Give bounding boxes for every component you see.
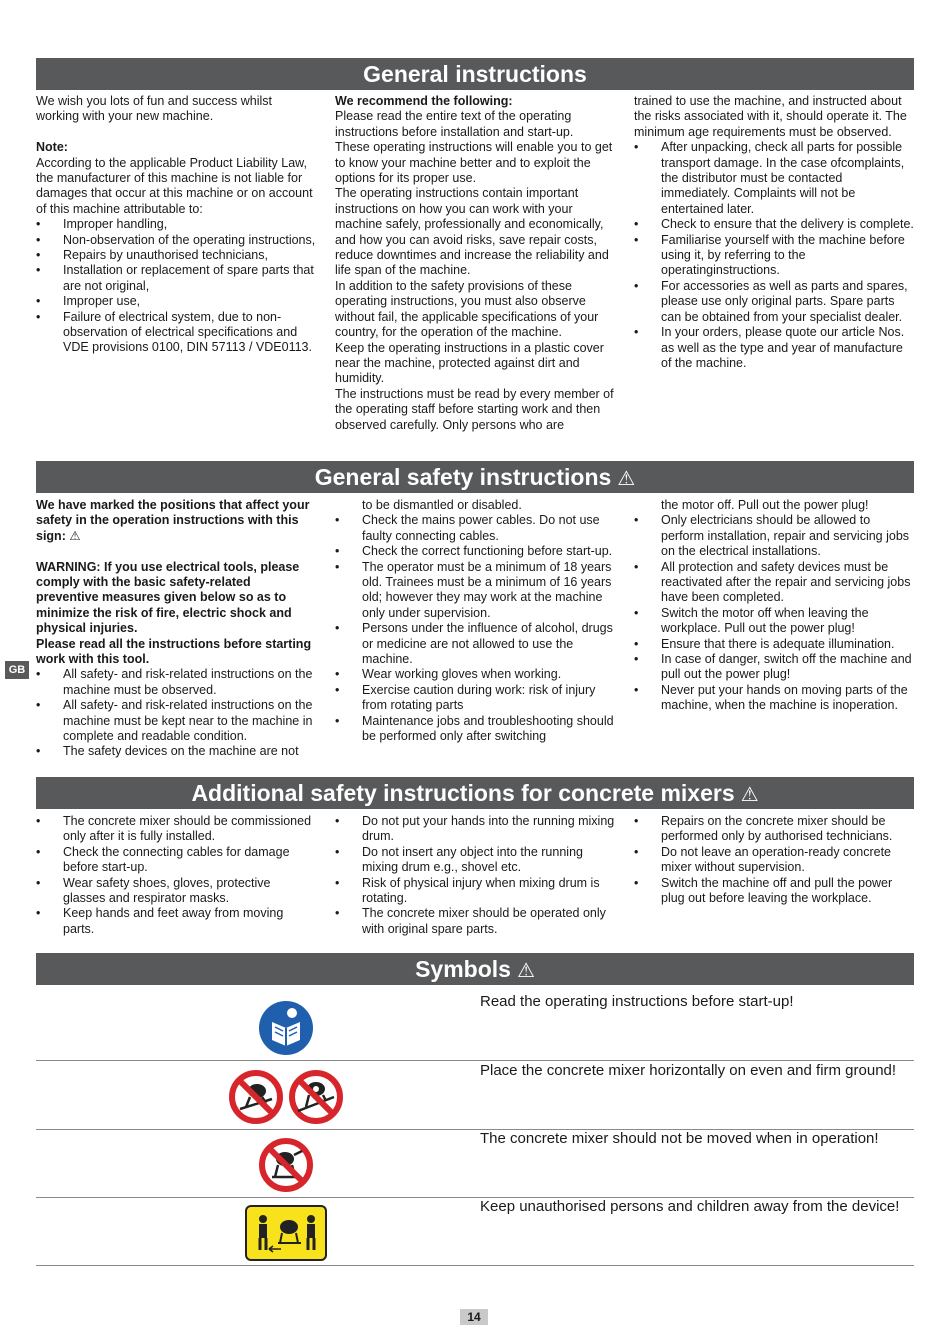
section-title-text: General instructions xyxy=(363,61,587,87)
section-title-text: General safety instructions xyxy=(314,464,612,490)
mixer-list xyxy=(36,814,316,937)
list-item: • Do not insert any object into the running mixing drum e.g., shovel etc. xyxy=(335,845,615,876)
paragraph: In addition to the safety provisions of these operating instructions, you must also observe without fail, the applicable specifications of your country, for the operation of the machine. xyxy=(335,278,599,340)
list-item: • Repairs on the concrete mixer should be performed only by authorised technicians. xyxy=(634,814,914,845)
list-item: • Non-observation of the operating instructions, xyxy=(36,233,316,248)
list-item: • Ensure that there is adequate illumination. xyxy=(634,637,914,652)
mixer-list xyxy=(335,814,615,937)
list-item: • Improper handling, xyxy=(36,217,316,232)
section-title-general-safety xyxy=(36,461,914,493)
list-item: • Wear working gloves when working. xyxy=(335,667,615,682)
symbol-description: Place the concrete mixer horizontally on even and firm ground! xyxy=(480,1062,897,1079)
list-item: • All safety- and risk-related instructions on the machine must be kept near to the machine in complete and readable condition. xyxy=(36,698,316,744)
symbol-icons xyxy=(186,1069,386,1125)
intro-text: We wish you lots of fun and success whilst working with your new machine. xyxy=(36,94,272,124)
list-item: • Never put your hands on moving parts of the machine, when the machine is inoperation. xyxy=(634,683,914,714)
language-tab: GB xyxy=(5,661,29,679)
general-instructions-col2 xyxy=(335,94,615,433)
list-item: • Only electricians should be allowed to perform installation, repair and servicing jobs on the electrical installations. xyxy=(634,513,914,559)
list-item: • All protection and safety devices must be reactivated after the repair and servicing jobs have been completed. xyxy=(634,560,914,606)
general-safety-col2 xyxy=(335,498,615,745)
list-item: • Switch the motor off when leaving the workplace. Pull out the power plug! xyxy=(634,606,914,637)
recommend-heading: We recommend the following: xyxy=(335,94,513,108)
paragraph: These operating instructions will enable you to get to know your machine better and to exploit the options for its proper use. xyxy=(335,140,613,186)
paragraph: Keep the operating instructions in a plastic cover near the machine, protected against dirt and humidity. xyxy=(335,340,604,386)
list-item-continued: to be dismantled or disabled. xyxy=(362,498,522,512)
symbol-description: The concrete mixer should not be moved when in operation! xyxy=(480,1130,879,1147)
list-item: • Keep hands and feet away from moving parts. xyxy=(36,906,316,937)
checklist xyxy=(634,140,914,371)
safety-list xyxy=(335,498,615,745)
list-item: • Check the connecting cables for damage before start-up. xyxy=(36,845,316,876)
symbol-row xyxy=(36,1129,914,1198)
list-item: • Improper use, xyxy=(36,294,316,309)
list-item: • Do not leave an operation-ready concrete mixer without supervision. xyxy=(634,845,914,876)
note-text: According to the applicable Product Liability Law, the manufacturer of this machine is not liable for damages that occur at this machine or on account of this machine attributable to: xyxy=(36,155,313,216)
list-item: • Check to ensure that the delivery is complete. xyxy=(634,217,914,232)
warning-triangle-icon: ⚠ xyxy=(516,960,535,982)
list-item: • Check the correct functioning before start-up. xyxy=(335,544,615,559)
symbol-row xyxy=(36,1197,914,1266)
no-slope-icon xyxy=(288,1069,344,1125)
paragraph: The operating instructions contain important instructions on how you can work with your machine safely, professionally and economically, and how you can avoid risks, save repair costs, reduce downtimes and increase the reliability and life span of the machine. xyxy=(335,186,609,278)
list-item: • Maintenance jobs and troubleshooting should be performed only after switching xyxy=(335,714,615,745)
symbol-icons xyxy=(186,1000,386,1056)
section-title-general-instructions xyxy=(36,58,914,90)
list-item: • Exercise caution during work: risk of injury from rotating parts xyxy=(335,683,615,714)
warning-paragraph: WARNING: If you use electrical tools, please comply with the basic safety-related preventive measures given below so as to minimize the risk of fire, electric shock and physical injuries. xyxy=(36,559,300,636)
safety-list xyxy=(634,498,914,714)
list-item: • Familiarise yourself with the machine before using it, by referring to the operatinginstructions. xyxy=(634,233,914,279)
list-item: • Failure of electrical system, due to non-observation of electrical specifications and VDE provisions 0100, DIN 57113 / VDE0113. xyxy=(36,310,316,356)
paragraph: trained to use the machine, and instructed about the risks associated with it, should operate it. The minimum age requirements must be observed. xyxy=(634,94,907,139)
list-item: • In case of danger, switch off the machine and pull out the power plug! xyxy=(634,652,914,683)
symbol-row xyxy=(36,1061,914,1130)
keep-distance-icon xyxy=(245,1205,327,1261)
read-manual-icon xyxy=(258,1000,314,1056)
symbol-row xyxy=(36,992,914,1061)
list-item-continued: the motor off. Pull out the power plug! xyxy=(661,498,869,512)
paragraph: The instructions must be read by every member of the operating staff before starting work and then observed carefully. Only persons who are xyxy=(335,386,614,432)
symbol-description: Read the operating instructions before start-up! xyxy=(480,993,794,1010)
section-title-concrete-mixers xyxy=(36,777,914,809)
list-item: • Switch the machine off and pull the power plug out before leaving the workplace. xyxy=(634,876,914,907)
safety-list xyxy=(36,667,316,759)
list-item: • The safety devices on the machine are not xyxy=(36,744,316,759)
section-title-symbols xyxy=(36,953,914,985)
list-item: • Do not put your hands into the running mixing drum. xyxy=(335,814,615,845)
list-item: • Installation or replacement of spare parts that are not original, xyxy=(36,263,316,294)
list-item: • Repairs by unauthorised technicians, xyxy=(36,248,316,263)
warning-triangle-icon: ⚠ xyxy=(617,468,636,490)
symbol-icons xyxy=(186,1205,386,1261)
symbol-icons xyxy=(186,1137,386,1193)
note-label: Note: xyxy=(36,140,68,155)
list-item: • For accessories as well as parts and spares, please use only original parts. Spare parts can be obtained from your specialist dealer. xyxy=(634,279,914,325)
liability-list xyxy=(36,217,316,356)
list-item: • Persons under the influence of alcohol, drugs or medicine are not allowed to use the machine. xyxy=(335,621,615,667)
list-item: • Risk of physical injury when mixing drum is rotating. xyxy=(335,876,615,907)
general-safety-col3 xyxy=(634,498,914,714)
paragraph: Please read all the instructions before starting work with this tool. xyxy=(36,636,312,667)
page-number: 14 xyxy=(460,1309,488,1325)
paragraph: We have marked the positions that affect your safety in the operation instructions with this sign: ⚠ xyxy=(36,498,310,543)
list-item: • After unpacking, check all parts for possible transport damage. In the case ofcomplaints, the distributor must be contacted immediately. Complaints will not be entertained later. xyxy=(634,140,914,217)
list-item: • All safety- and risk-related instructions on the machine must be observed. xyxy=(36,667,316,698)
mixer-safety-col1 xyxy=(36,814,316,937)
general-safety-col1 xyxy=(36,498,316,760)
paragraph: Please read the entire text of the operating instructions before installation and start-up. xyxy=(335,109,574,139)
warning-triangle-icon: ⚠ xyxy=(740,784,759,806)
list-item: • Wear safety shoes, gloves, protective glasses and respirator masks. xyxy=(36,876,316,907)
list-item: • The concrete mixer should be commissioned only after it is fully installed. xyxy=(36,814,316,845)
list-item: • Check the mains power cables. Do not use faulty connecting cables. xyxy=(335,513,615,544)
section-title-text: Symbols xyxy=(415,956,511,982)
section-title-text: Additional safety instructions for concrete mixers xyxy=(191,780,735,806)
general-instructions-col3 xyxy=(634,94,914,371)
general-instructions-col1 xyxy=(36,94,316,356)
list-item: • In your orders, please quote our article Nos. as well as the type and year of manufacture of the machine. xyxy=(634,325,914,371)
mixer-safety-col2 xyxy=(335,814,615,937)
list-item: • The operator must be a minimum of 18 years old. Trainees must be a minimum of 16 years old; however they may work at the machine only under supervision. xyxy=(335,560,615,622)
no-moving-in-operation-icon xyxy=(258,1137,314,1193)
mixer-list xyxy=(634,814,914,906)
symbol-description: Keep unauthorised persons and children away from the device! xyxy=(480,1198,900,1215)
no-uneven-ground-icon xyxy=(228,1069,284,1125)
list-item: • The concrete mixer should be operated only with original spare parts. xyxy=(335,906,615,937)
mixer-safety-col3 xyxy=(634,814,914,906)
